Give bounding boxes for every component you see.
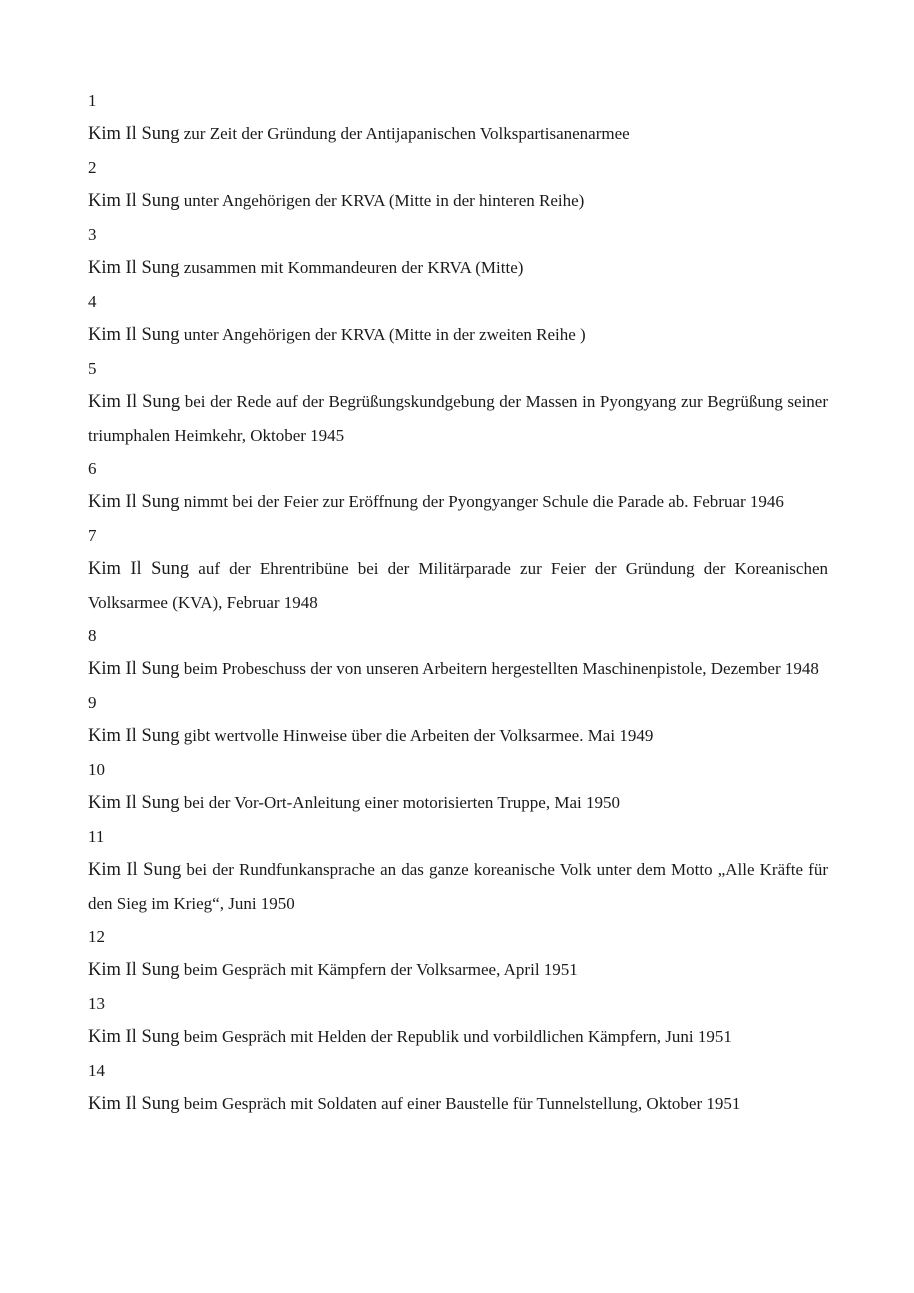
subject-name: Kim Il Sung	[88, 559, 190, 579]
caption-entry	[88, 151, 828, 218]
caption-number: 11	[88, 827, 105, 846]
caption-text	[88, 552, 828, 619]
caption-number: 13	[88, 994, 105, 1013]
caption-number: 2	[88, 158, 97, 177]
caption-text	[88, 184, 828, 218]
caption-text	[88, 318, 828, 352]
subject-name: Kim Il Sung	[88, 860, 182, 880]
subject-name: Kim Il Sung	[88, 726, 180, 746]
caption-entry	[88, 1054, 828, 1121]
caption-entry	[88, 352, 828, 452]
caption-number: 1	[88, 91, 97, 110]
caption-entry	[88, 920, 828, 987]
caption-number: 3	[88, 225, 97, 244]
caption-number: 10	[88, 760, 105, 779]
caption-entry	[88, 686, 828, 753]
subject-name: Kim Il Sung	[88, 258, 180, 278]
caption-number: 4	[88, 292, 97, 311]
caption-entry	[88, 753, 828, 820]
caption-text	[88, 1087, 828, 1121]
subject-name: Kim Il Sung	[88, 325, 180, 345]
subject-name: Kim Il Sung	[88, 492, 180, 512]
caption-text	[88, 719, 828, 753]
caption-number: 7	[88, 526, 97, 545]
caption-body: gibt wertvolle Hinweise über die Arbeiten der Volksarmee. Mai 1949	[183, 726, 654, 745]
caption-number: 9	[88, 693, 97, 712]
subject-name: Kim Il Sung	[88, 793, 180, 813]
caption-number: 14	[88, 1061, 105, 1080]
caption-text	[88, 853, 828, 920]
caption-body: bei der Rundfunkansprache an das ganze koreanische Volk unter dem Motto „Alle Kräfte für den Sieg im Krieg“, Juni 1950	[88, 860, 828, 913]
caption-entry	[88, 84, 828, 151]
caption-text	[88, 251, 828, 285]
caption-list	[88, 84, 828, 1121]
caption-entry	[88, 987, 828, 1054]
caption-number: 6	[88, 459, 97, 478]
caption-number: 5	[88, 359, 97, 378]
caption-body: nimmt bei der Feier zur Eröffnung der Pyongyanger Schule die Parade ab. Februar 1946	[183, 492, 784, 511]
caption-entry	[88, 519, 828, 619]
caption-text	[88, 1020, 828, 1054]
subject-name: Kim Il Sung	[88, 124, 180, 144]
caption-text	[88, 652, 828, 686]
subject-name: Kim Il Sung	[88, 392, 181, 412]
caption-body: beim Probeschuss der von unseren Arbeitern hergestellten Maschinenpistole, Dezember 1948	[183, 659, 819, 678]
caption-body: zur Zeit der Gründung der Antijapanischen Volkspartisanenarmee	[183, 124, 630, 143]
caption-body: bei der Rede auf der Begrüßungskundgebung der Massen in Pyongyang zur Begrüßung seiner triumphalen Heimkehr, Oktober 1945	[88, 392, 828, 445]
caption-body: bei der Vor-Ort-Anleitung einer motorisierten Truppe, Mai 1950	[183, 793, 620, 812]
caption-entry	[88, 218, 828, 285]
caption-text	[88, 953, 828, 987]
subject-name: Kim Il Sung	[88, 960, 180, 980]
subject-name: Kim Il Sung	[88, 659, 180, 679]
caption-text	[88, 485, 828, 519]
subject-name: Kim Il Sung	[88, 191, 180, 211]
caption-text	[88, 786, 828, 820]
caption-body: zusammen mit Kommandeuren der KRVA (Mitte)	[183, 258, 524, 277]
caption-text	[88, 385, 828, 452]
caption-body: unter Angehörigen der KRVA (Mitte in der hinteren Reihe)	[183, 191, 585, 210]
subject-name: Kim Il Sung	[88, 1027, 180, 1047]
caption-number: 12	[88, 927, 105, 946]
caption-body: beim Gespräch mit Kämpfern der Volksarmee, April 1951	[183, 960, 578, 979]
caption-body: unter Angehörigen der KRVA (Mitte in der zweiten Reihe )	[183, 325, 586, 344]
caption-body: beim Gespräch mit Soldaten auf einer Baustelle für Tunnelstellung, Oktober 1951	[183, 1094, 741, 1113]
caption-number: 8	[88, 626, 97, 645]
caption-body: auf der Ehrentribüne bei der Militärparade zur Feier der Gründung der Koreanischen Volksarmee (KVA), Februar 1948	[88, 559, 829, 612]
caption-text	[88, 117, 828, 151]
subject-name: Kim Il Sung	[88, 1094, 180, 1114]
caption-entry	[88, 452, 828, 519]
caption-entry	[88, 285, 828, 352]
caption-body: beim Gespräch mit Helden der Republik und vorbildlichen Kämpfern, Juni 1951	[183, 1027, 732, 1046]
caption-entry	[88, 820, 828, 920]
caption-entry	[88, 619, 828, 686]
